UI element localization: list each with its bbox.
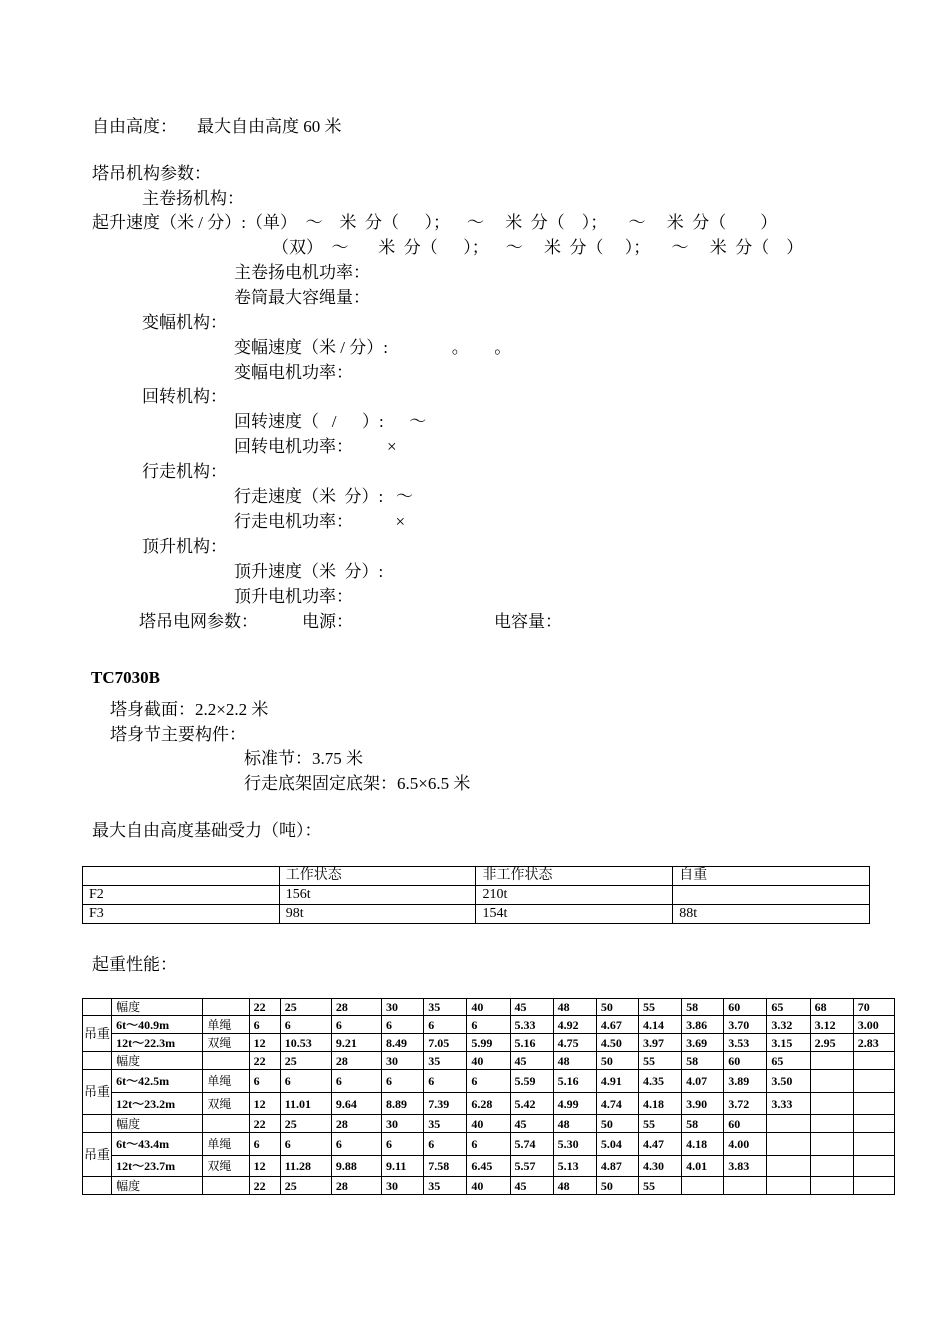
- lift-performance-title: 起重性能：: [92, 955, 177, 974]
- load-cell: 9.21: [331, 1034, 381, 1052]
- load-cell: 3.50: [767, 1070, 810, 1093]
- foundation-force-table: [82, 866, 870, 924]
- load-cell: 5.04: [596, 1133, 638, 1156]
- load-cell: 3.72: [724, 1093, 767, 1115]
- load-cell: 3.83: [724, 1156, 767, 1177]
- grid-params-label: 塔吊电网参数：: [139, 612, 258, 631]
- capacity-label: 电容量：: [494, 612, 562, 631]
- table-cell: F3: [83, 905, 280, 924]
- load-cell: 3.12: [810, 1016, 853, 1034]
- load-cell: 6: [382, 1016, 424, 1034]
- load-cell: 5.57: [510, 1156, 553, 1177]
- travel-speed: 行走速度（米 分）: ～: [234, 487, 413, 506]
- load-cell: [853, 1093, 894, 1115]
- load-cell: [853, 1133, 894, 1156]
- row-label: 6t～43.4m: [112, 1133, 203, 1156]
- load-cell: 6: [467, 1016, 510, 1034]
- range-cell: 45: [510, 1115, 553, 1133]
- range-cell: 65: [767, 999, 810, 1016]
- rope-label: 双绳: [203, 1156, 249, 1177]
- load-cell: [853, 1070, 894, 1093]
- row-label: 6t～40.9m: [112, 1016, 203, 1034]
- table-cell: 210t: [476, 886, 673, 905]
- load-cell: 6: [280, 1070, 331, 1093]
- load-cell: 5.42: [510, 1093, 553, 1115]
- range-cell: 48: [553, 1177, 596, 1195]
- range-cell: 45: [510, 999, 553, 1016]
- range-cell: 30: [382, 999, 424, 1016]
- table-cell: [83, 999, 112, 1016]
- table-row: [83, 1093, 895, 1115]
- range-cell: 65: [767, 1052, 810, 1070]
- table-header: 非工作状态: [476, 867, 673, 886]
- load-cell: 3.15: [767, 1034, 810, 1052]
- range-cell: [767, 1177, 810, 1195]
- climb-speed: 顶升速度（米 分）:: [234, 562, 384, 581]
- main-hoist-heading: 主卷扬机构：: [142, 189, 244, 208]
- range-cell: 28: [331, 999, 381, 1016]
- table-cell: [83, 1052, 112, 1070]
- range-cell: 55: [638, 1177, 681, 1195]
- row-label: 6t～42.5m: [112, 1070, 203, 1093]
- travel-chassis: 行走底架固定底架：6.5×6.5 米: [244, 774, 471, 793]
- load-cell: 7.05: [424, 1034, 467, 1052]
- load-cell: 6: [249, 1070, 280, 1093]
- load-cell: 3.97: [638, 1034, 681, 1052]
- range-label: 幅度: [112, 1052, 203, 1070]
- load-cell: 9.64: [331, 1093, 381, 1115]
- range-cell: 22: [249, 1115, 280, 1133]
- range-cell: [682, 1177, 724, 1195]
- load-cell: 6: [382, 1070, 424, 1093]
- drum-capacity: 卷筒最大容绳量：: [234, 288, 370, 307]
- load-cell: 6: [249, 1133, 280, 1156]
- range-cell: [810, 1177, 853, 1195]
- range-cell: 50: [596, 999, 638, 1016]
- range-cell: 30: [382, 1115, 424, 1133]
- range-cell: 58: [682, 999, 724, 1016]
- load-cell: 4.00: [724, 1133, 767, 1156]
- range-cell: 22: [249, 1177, 280, 1195]
- load-cell: 12: [249, 1034, 280, 1052]
- rope-label: 单绳: [203, 1070, 249, 1093]
- range-cell: 60: [724, 999, 767, 1016]
- range-cell: [767, 1115, 810, 1133]
- load-cell: [767, 1156, 810, 1177]
- load-cell: 4.74: [596, 1093, 638, 1115]
- free-height-value: 最大自由高度 60 米: [197, 117, 342, 136]
- load-label: 吊重: [83, 1016, 112, 1052]
- load-cell: 4.91: [596, 1070, 638, 1093]
- load-cell: 5.74: [510, 1133, 553, 1156]
- load-cell: 4.87: [596, 1156, 638, 1177]
- load-cell: 3.32: [767, 1016, 810, 1034]
- range-cell: 48: [553, 1115, 596, 1133]
- range-cell: [853, 1177, 894, 1195]
- load-cell: [810, 1070, 853, 1093]
- load-cell: 3.86: [682, 1016, 724, 1034]
- rope-label: 双绳: [203, 1034, 249, 1052]
- load-cell: 3.00: [853, 1016, 894, 1034]
- table-row: [83, 1070, 895, 1093]
- table-cell: [673, 886, 870, 905]
- range-cell: 55: [638, 999, 681, 1016]
- free-height-label: 自由高度：: [92, 117, 177, 136]
- table-cell: 98t: [279, 905, 476, 924]
- load-cell: 5.16: [553, 1070, 596, 1093]
- load-cell: 3.70: [724, 1016, 767, 1034]
- range-cell: 30: [382, 1052, 424, 1070]
- load-cell: 6: [424, 1016, 467, 1034]
- load-cell: 11.28: [280, 1156, 331, 1177]
- range-cell: 60: [724, 1115, 767, 1133]
- range-cell: 28: [331, 1177, 381, 1195]
- table-row: [83, 905, 870, 924]
- hoist-motor-power: 主卷扬电机功率：: [234, 263, 370, 282]
- lift-speed-single: 起升速度（米 / 分）:（单） ～ 米 分（ ）； ～ 米 分（ ）； ～ 米 分（ ）: [92, 213, 778, 232]
- load-cell: 4.01: [682, 1156, 724, 1177]
- load-cell: 3.69: [682, 1034, 724, 1052]
- load-cell: 5.59: [510, 1070, 553, 1093]
- table-cell: 156t: [279, 886, 476, 905]
- load-cell: 6: [424, 1133, 467, 1156]
- luffing-speed: 变幅速度（米 / 分）: 。 。: [234, 338, 512, 357]
- load-cell: [810, 1093, 853, 1115]
- table-cell: F2: [83, 886, 280, 905]
- load-cell: 4.92: [553, 1016, 596, 1034]
- load-cell: 5.30: [553, 1133, 596, 1156]
- row-label: 12t～23.2m: [112, 1093, 203, 1115]
- range-cell: 40: [467, 999, 510, 1016]
- load-cell: 6: [280, 1016, 331, 1034]
- load-cell: 5.13: [553, 1156, 596, 1177]
- load-cell: 4.35: [638, 1070, 681, 1093]
- load-cell: 6: [280, 1133, 331, 1156]
- table-row: [83, 999, 895, 1016]
- load-cell: 3.90: [682, 1093, 724, 1115]
- tower-section: 塔身截面：2.2×2.2 米: [110, 700, 269, 719]
- range-cell: 48: [553, 999, 596, 1016]
- table-cell: 88t: [673, 905, 870, 924]
- range-label: 幅度: [112, 1177, 203, 1195]
- range-cell: [810, 1115, 853, 1133]
- table-cell: [83, 1177, 112, 1195]
- load-cell: 6.45: [467, 1156, 510, 1177]
- lift-speed-double: （双） ～ 米 分（ ）； ～ 米 分（ ）； ～ 米 分（ ）: [272, 238, 804, 257]
- row-label: 12t～23.7m: [112, 1156, 203, 1177]
- range-cell: 30: [382, 1177, 424, 1195]
- range-cell: 28: [331, 1052, 381, 1070]
- range-cell: 50: [596, 1177, 638, 1195]
- table-row: [83, 1016, 895, 1034]
- load-cell: [810, 1133, 853, 1156]
- load-cell: 4.47: [638, 1133, 681, 1156]
- range-cell: 58: [682, 1115, 724, 1133]
- range-cell: 35: [424, 1052, 467, 1070]
- load-cell: [767, 1133, 810, 1156]
- load-cell: 5.99: [467, 1034, 510, 1052]
- table-row: [83, 1156, 895, 1177]
- load-cell: 9.88: [331, 1156, 381, 1177]
- range-cell: 25: [280, 1177, 331, 1195]
- range-cell: 60: [724, 1052, 767, 1070]
- load-cell: [853, 1156, 894, 1177]
- load-cell: 4.50: [596, 1034, 638, 1052]
- load-cell: 4.14: [638, 1016, 681, 1034]
- rope-label: 双绳: [203, 1093, 249, 1115]
- load-cell: 6: [382, 1133, 424, 1156]
- load-cell: 6: [249, 1016, 280, 1034]
- table-row: [83, 1177, 895, 1195]
- load-cell: 4.18: [682, 1133, 724, 1156]
- range-cell: [853, 1115, 894, 1133]
- range-cell: 35: [424, 1177, 467, 1195]
- table-row: [83, 1133, 895, 1156]
- range-cell: 70: [853, 999, 894, 1016]
- range-cell: [724, 1177, 767, 1195]
- slewing-heading: 回转机构：: [142, 387, 227, 406]
- travel-heading: 行走机构：: [142, 462, 227, 481]
- range-cell: [853, 1052, 894, 1070]
- range-cell: 25: [280, 1115, 331, 1133]
- load-cell: 2.95: [810, 1034, 853, 1052]
- tower-components: 塔身节主要构件：: [110, 725, 246, 744]
- range-cell: 35: [424, 1115, 467, 1133]
- luffing-motor-power: 变幅电机功率：: [234, 363, 353, 382]
- load-cell: 10.53: [280, 1034, 331, 1052]
- slewing-speed: 回转速度（ / ）: ～: [234, 412, 427, 431]
- table-row: [83, 1052, 895, 1070]
- range-cell: 58: [682, 1052, 724, 1070]
- model-name: TC7030B: [91, 668, 160, 687]
- range-cell: 48: [553, 1052, 596, 1070]
- table-row: [83, 1115, 895, 1133]
- table-cell: [83, 867, 280, 886]
- load-cell: 4.18: [638, 1093, 681, 1115]
- slewing-motor-power: 回转电机功率： ×: [234, 437, 397, 456]
- luffing-heading: 变幅机构：: [142, 313, 227, 332]
- load-cell: 2.83: [853, 1034, 894, 1052]
- load-cell: 6: [467, 1070, 510, 1093]
- range-cell: 68: [810, 999, 853, 1016]
- range-cell: 50: [596, 1115, 638, 1133]
- load-cell: 8.49: [382, 1034, 424, 1052]
- load-cell: 5.16: [510, 1034, 553, 1052]
- load-cell: 6.28: [467, 1093, 510, 1115]
- range-cell: 22: [249, 999, 280, 1016]
- lift-performance-table: [82, 998, 895, 1195]
- load-cell: 7.58: [424, 1156, 467, 1177]
- load-cell: 3.33: [767, 1093, 810, 1115]
- table-row: [83, 886, 870, 905]
- range-cell: 40: [467, 1115, 510, 1133]
- load-cell: 4.99: [553, 1093, 596, 1115]
- load-cell: 7.39: [424, 1093, 467, 1115]
- load-cell: 5.33: [510, 1016, 553, 1034]
- table-cell: [203, 1177, 249, 1195]
- load-cell: 4.07: [682, 1070, 724, 1093]
- range-cell: 28: [331, 1115, 381, 1133]
- load-label: 吊重: [83, 1070, 112, 1115]
- table-header: 自重: [673, 867, 870, 886]
- mechanism-title: 塔吊机构参数：: [92, 164, 211, 183]
- load-cell: 12: [249, 1156, 280, 1177]
- load-cell: [810, 1156, 853, 1177]
- table-header: 工作状态: [279, 867, 476, 886]
- load-cell: 6: [331, 1016, 381, 1034]
- range-cell: 35: [424, 999, 467, 1016]
- range-cell: 25: [280, 999, 331, 1016]
- range-cell: [810, 1052, 853, 1070]
- table-cell: [203, 999, 249, 1016]
- load-cell: 3.89: [724, 1070, 767, 1093]
- load-cell: 9.11: [382, 1156, 424, 1177]
- load-label: 吊重: [83, 1133, 112, 1177]
- load-cell: 6: [331, 1133, 381, 1156]
- table-cell: [203, 1052, 249, 1070]
- power-source-label: 电源：: [302, 612, 353, 631]
- range-cell: 22: [249, 1052, 280, 1070]
- load-cell: 6: [331, 1070, 381, 1093]
- range-cell: 40: [467, 1052, 510, 1070]
- load-cell: 6: [424, 1070, 467, 1093]
- table-cell: 154t: [476, 905, 673, 924]
- range-cell: 40: [467, 1177, 510, 1195]
- range-cell: 55: [638, 1115, 681, 1133]
- range-cell: 55: [638, 1052, 681, 1070]
- row-label: 12t～22.3m: [112, 1034, 203, 1052]
- load-cell: 8.89: [382, 1093, 424, 1115]
- load-cell: 12: [249, 1093, 280, 1115]
- standard-section: 标准节：3.75 米: [244, 749, 363, 768]
- table-row: [83, 1034, 895, 1052]
- load-cell: 4.67: [596, 1016, 638, 1034]
- range-label: 幅度: [112, 1115, 203, 1133]
- rope-label: 单绳: [203, 1016, 249, 1034]
- rope-label: 单绳: [203, 1133, 249, 1156]
- range-cell: 25: [280, 1052, 331, 1070]
- load-cell: 3.53: [724, 1034, 767, 1052]
- range-cell: 50: [596, 1052, 638, 1070]
- foundation-title: 最大自由高度基础受力（吨）：: [92, 821, 322, 840]
- climbing-heading: 顶升机构：: [142, 537, 227, 556]
- travel-motor-power: 行走电机功率： ×: [234, 512, 406, 531]
- range-cell: 45: [510, 1177, 553, 1195]
- table-row: [83, 867, 870, 886]
- table-cell: [203, 1115, 249, 1133]
- range-cell: 45: [510, 1052, 553, 1070]
- load-cell: 11.01: [280, 1093, 331, 1115]
- load-cell: 4.75: [553, 1034, 596, 1052]
- range-label: 幅度: [112, 999, 203, 1016]
- table-cell: [83, 1115, 112, 1133]
- load-cell: 4.30: [638, 1156, 681, 1177]
- load-cell: 6: [467, 1133, 510, 1156]
- climb-motor-power: 顶升电机功率：: [234, 587, 353, 606]
